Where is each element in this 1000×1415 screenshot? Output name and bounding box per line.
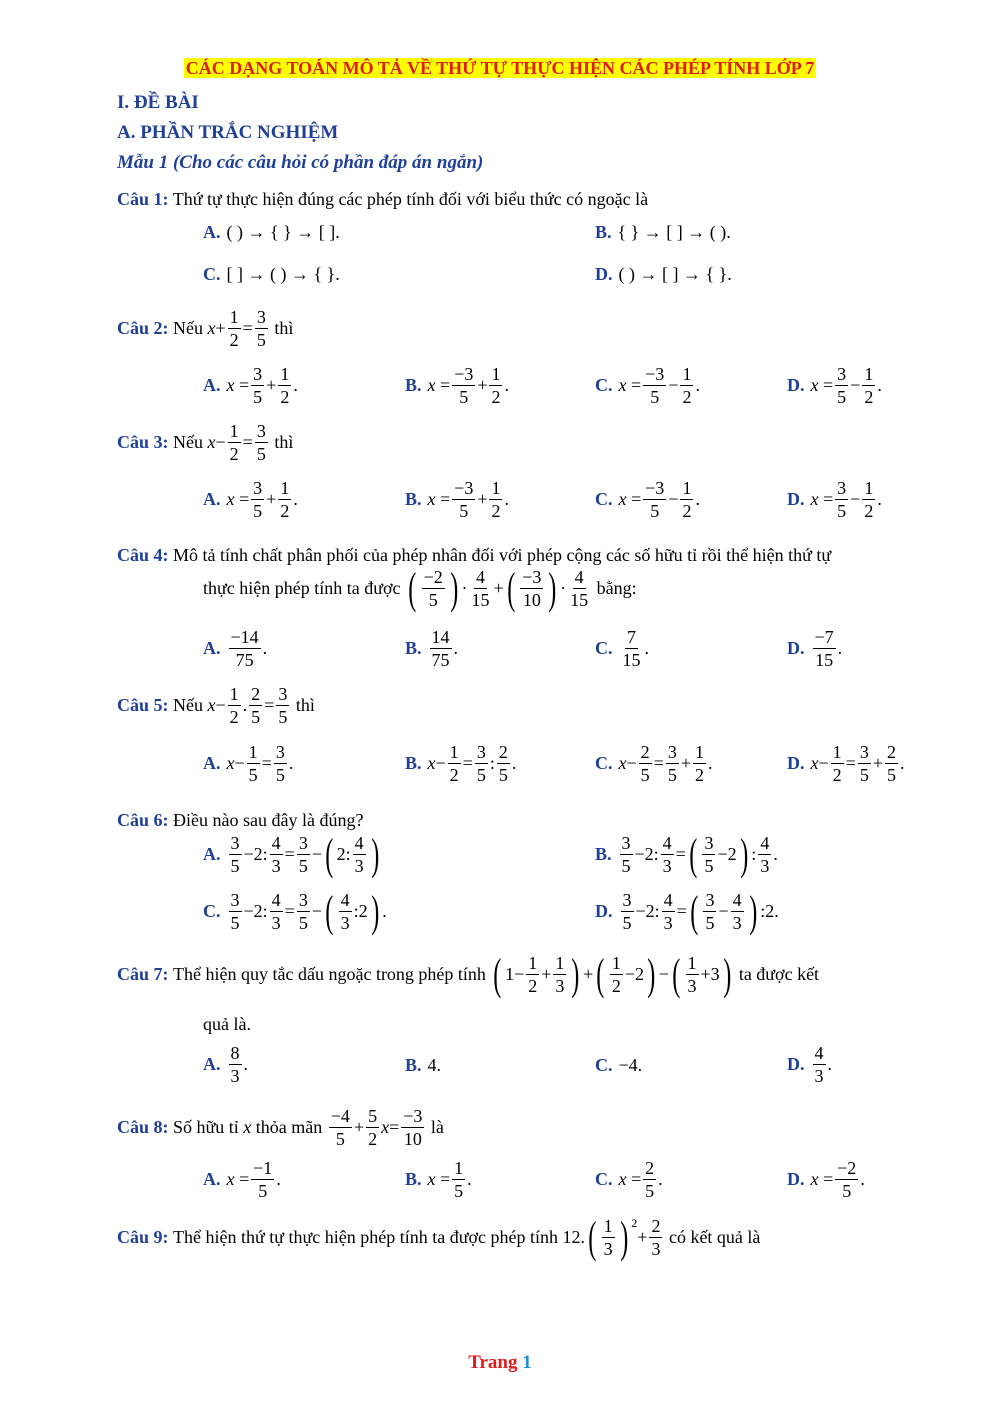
q5-option-c: C. x − $\frac{2}{5}$ = $\frac{3}{5}$ + $\frac{1}{2}$ . [595,742,713,785]
q1-option-a: A. ( ) → { } → [ ]. [203,222,340,242]
question-2: Câu 2: Nếu x + $\frac{1}{2}$ = $\frac{3}{5}$ thì [117,307,294,350]
q6-option-d: D. $\frac{3}{5}$ −2: $\frac{4}{3}$ = ( $\frac{3}{5}$ − $\frac{4}{3}$ ) :2. [595,886,779,936]
q2-option-d: D. x = $\frac{3}{5}$ − $\frac{1}{2}$ . [787,364,882,407]
q5-option-b: B. x − $\frac{1}{2}$ = $\frac{3}{5}$ : $\frac{2}{5}$ . [405,742,517,785]
q1-option-b: B. { } → [ ] → ( ). [595,222,731,242]
question-4-expression: thực hiện phép tính ta được ( $\frac{-2}{5}$ ) · $\frac{4}{15}$ + ( $\frac{-3}{10}$ ) · $\frac{4}{15}$ bằng: [203,563,637,613]
q4-option-c: C. $\frac{7}{15}$ . [595,627,649,670]
question-8: Câu 8: Số hữu tỉ x thỏa mãn $\frac{-4}{5}$ + $\frac{5}{2}$ x = $\frac{-3}{10}$ là [117,1106,444,1149]
q7-option-a: A. $\frac{8}{3}$ . [203,1043,248,1086]
q5-option-a: A. x − $\frac{1}{5}$ = $\frac{3}{5}$ . [203,742,294,785]
q1-option-c: C. [ ] → ( ) → { }. [203,264,340,284]
question-1: Câu 1: Thứ tự thực hiện đúng các phép tính đối với biểu thức có ngoặc là [117,189,649,209]
section-de-bai: I. ĐỀ BÀI [117,92,199,113]
question-4: Câu 4: Mô tả tính chất phân phối của phép nhân đối với phép cộng các số hữu tỉ rồi thể hiện thứ tự [117,545,832,565]
q2-option-a: A. x = $\frac{3}{5}$ + $\frac{1}{2}$ . [203,364,298,407]
q6-option-b: B. $\frac{3}{5}$ −2: $\frac{4}{3}$ = ( $\frac{3}{5}$ −2 ) : $\frac{4}{3}$ . [595,829,778,879]
page-footer: Trang 1 [468,1352,532,1373]
q3-option-a: A. x = $\frac{3}{5}$ + $\frac{1}{2}$ . [203,478,298,521]
question-7: Câu 7: Thể hiện quy tắc dấu ngoặc trong phép tính ( 1− $\frac{1}{2}$ + $\frac{1}{3}$ ) + ( $\frac{1}{2}$ −2 ) − ( $\frac{1}{3}$ +3 ) ta được kết [117,949,820,999]
q4-option-b: B. $\frac{14}{75}$ . [405,627,459,670]
question-3: Câu 3: Nếu x − $\frac{1}{2}$ = $\frac{3}{5}$ thì [117,421,294,464]
q4-option-d: D. $\frac{-7}{15}$ . [787,627,843,670]
question-7-line2: quả là. [203,1014,251,1034]
q1-option-d: D. ( ) → [ ] → { }. [595,264,732,284]
q7-option-c: C. −4. [595,1055,643,1075]
q8-option-d: D. x = $\frac{-2}{5}$ . [787,1158,865,1201]
q2-option-c: C. x = $\frac{-3}{5}$ − $\frac{1}{2}$ . [595,364,700,407]
question-5: Câu 5: Nếu x − $\frac{1}{2}$ . $\frac{2}{5}$ = $\frac{3}{5}$ thì [117,684,315,727]
q4-option-a: A. $\frac{-14}{75}$ . [203,627,268,670]
q8-option-a: A. x = $\frac{-1}{5}$ . [203,1158,281,1201]
q7-option-d: D. $\frac{4}{3}$ . [787,1043,832,1086]
q3-option-b: B. x = $\frac{-3}{5}$ + $\frac{1}{2}$ . [405,478,509,521]
q3-option-c: C. x = $\frac{-3}{5}$ − $\frac{1}{2}$ . [595,478,700,521]
question-9: Câu 9: Thể hiện thứ tự thực hiện phép tính ta được phép tính 12. ( $\frac{1}{3}$ ) 2 + $\frac{2}{3}$ có kết quả là [117,1212,761,1262]
q6-option-c: C. $\frac{3}{5}$ −2: $\frac{4}{3}$ = $\frac{3}{5}$ − ( $\frac{4}{3}$ :2 ) . [203,886,387,936]
q3-option-d: D. x = $\frac{3}{5}$ − $\frac{1}{2}$ . [787,478,882,521]
document-title: CÁC DẠNG TOÁN MÔ TẢ VỀ THỨ TỰ THỰC HIỆN CÁC PHÉP TÍNH LỚP 7 [185,58,815,78]
q5-option-d: D. x − $\frac{1}{2}$ = $\frac{3}{5}$ + $\frac{2}{5}$ . [787,742,905,785]
question-6: Câu 6: Điều nào sau đây là đúng? [117,810,364,830]
mau-heading: Mẫu 1 (Cho các câu hỏi có phần đáp án ngắn) [117,152,484,173]
q6-option-a: A. $\frac{3}{5}$ −2: $\frac{4}{3}$ = $\frac{3}{5}$ − ( 2: $\frac{4}{3}$ ) [203,829,379,879]
q8-option-c: C. x = $\frac{2}{5}$ . [595,1158,663,1201]
section-trac-nghiem: A. PHẦN TRẮC NGHIỆM [117,122,339,143]
q8-option-b: B. x = $\frac{1}{5}$ . [405,1158,472,1201]
q7-option-b: B. 4. [405,1055,442,1075]
q2-option-b: B. x = $\frac{-3}{5}$ + $\frac{1}{2}$ . [405,364,509,407]
